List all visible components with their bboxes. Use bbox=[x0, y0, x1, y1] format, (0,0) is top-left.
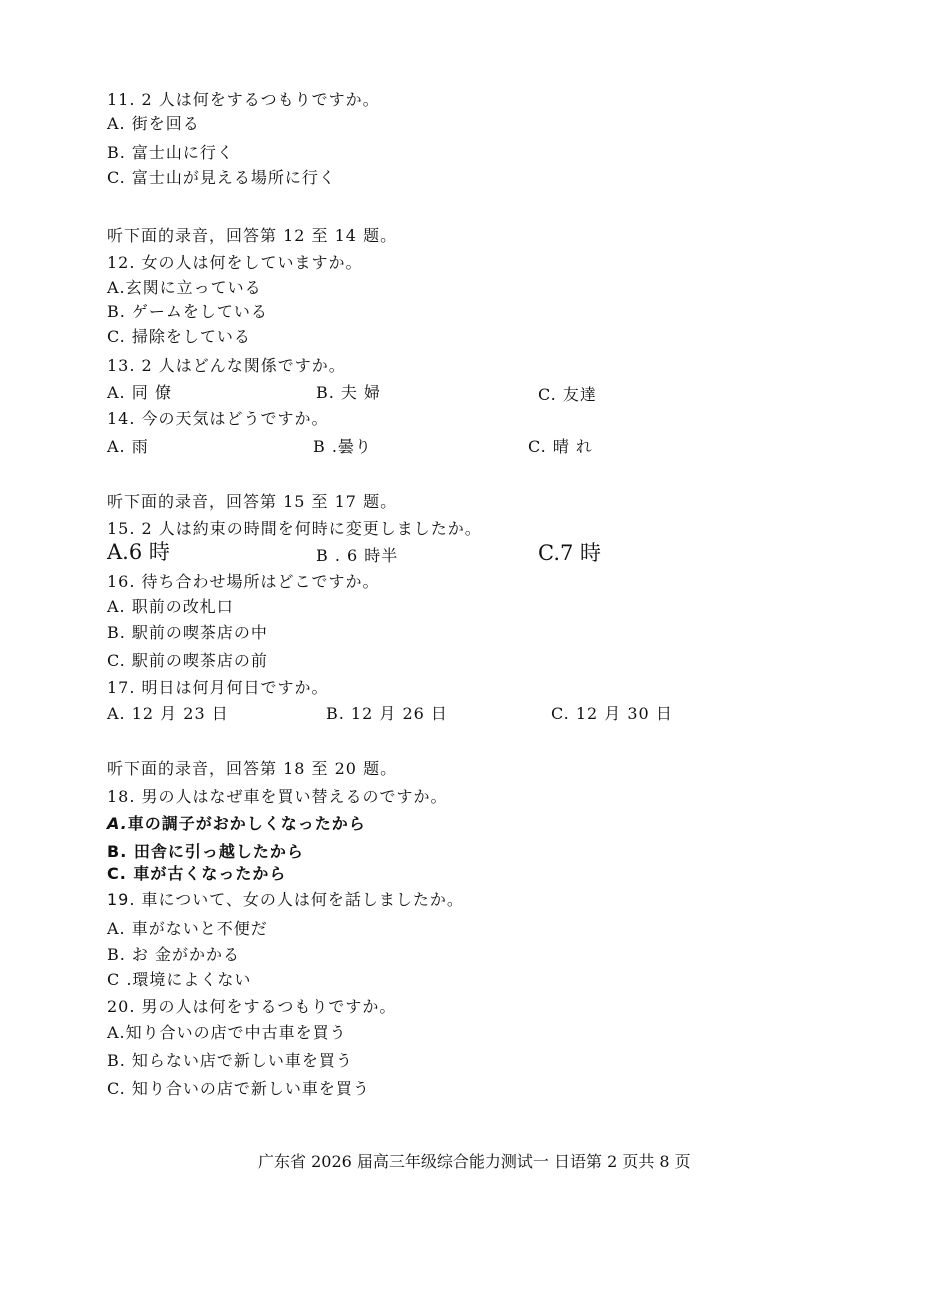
q15-option-b: B . 6 時半 bbox=[316, 546, 399, 565]
question-14: 14. 今の天気はどうですか。 bbox=[107, 409, 329, 428]
q17-option-a: A. 12 月 23 日 bbox=[107, 704, 229, 723]
q20-option-c: C. 知り合いの店で新しい車を買う bbox=[107, 1079, 370, 1098]
q12-option-a: A.玄関に立っている bbox=[107, 278, 262, 297]
q13-option-c: C. 友達 bbox=[538, 385, 597, 404]
page-footer: 广东省 2026 届高三年级综合能力测试一 日语第 2 页共 8 页 bbox=[258, 1152, 691, 1171]
section-header-18-20: 听下面的录音，回答第 18 至 20 题。 bbox=[107, 759, 398, 778]
q14-option-c: C. 晴 れ bbox=[528, 437, 593, 456]
q14-option-a: A. 雨 bbox=[107, 437, 149, 456]
q13-option-b: B. 夫 婦 bbox=[316, 383, 382, 402]
q17-option-b: B. 12 月 26 日 bbox=[326, 704, 448, 723]
q18-option-a-text: 車の調子がおかしくなったから bbox=[127, 814, 366, 833]
q20-option-b: B. 知らない店で新しい車を買う bbox=[107, 1051, 353, 1070]
section-header-15-17: 听下面的录音，回答第 15 至 17 题。 bbox=[107, 492, 398, 511]
q14-option-b: B .曇り bbox=[313, 437, 372, 456]
q16-option-c: C. 駅前の喫茶店の前 bbox=[107, 651, 268, 670]
q12-option-b: B. ゲームをしている bbox=[107, 302, 268, 321]
q16-option-a: A. 职前の改札口 bbox=[107, 597, 234, 616]
q19-option-b: B. お 金がかかる bbox=[107, 945, 241, 964]
q18-option-a-label: A. bbox=[107, 814, 128, 833]
section-header-12-14: 听下面的录音，回答第 12 至 14 题。 bbox=[107, 226, 398, 245]
question-18: 18. 男の人はなぜ車を買い替えるのですか。 bbox=[107, 787, 448, 806]
q18-option-c: C. 車が古くなったから bbox=[107, 864, 287, 883]
question-12: 12. 女の人は何をしていますか。 bbox=[107, 253, 363, 272]
q18-option-a bbox=[107, 814, 366, 834]
q19-option-a: A. 車がないと不便だ bbox=[107, 919, 268, 938]
question-16: 16. 待ち合わせ場所はどこですか。 bbox=[107, 572, 380, 591]
question-15: 15. 2 人は約束の時間を何時に変更しましたか。 bbox=[107, 519, 482, 538]
question-11: 11. 2 人は何をするつもりですか。 bbox=[107, 90, 380, 109]
q15-option-a: A.6 時 bbox=[107, 540, 170, 564]
q12-option-c: C. 掃除をしている bbox=[107, 327, 251, 346]
q11-option-a: A. 街を回る bbox=[107, 114, 200, 133]
question-13: 13. 2 人はどんな関係ですか。 bbox=[107, 356, 346, 375]
q11-option-b: B. 富士山に行く bbox=[107, 143, 234, 162]
q17-option-c: C. 12 月 30 日 bbox=[551, 704, 673, 723]
q20-option-a: A.知り合いの店で中古車を買う bbox=[107, 1023, 347, 1042]
q18-option-b: B. 田舎に引っ越したから bbox=[107, 842, 304, 861]
q19-option-c: C .環境によくない bbox=[107, 970, 252, 989]
q16-option-b: B. 駅前の喫茶店の中 bbox=[107, 623, 268, 642]
question-20: 20. 男の人は何をするつもりですか。 bbox=[107, 997, 397, 1016]
q15-option-c: C.7 時 bbox=[538, 541, 602, 565]
question-17: 17. 明日は何月何日ですか。 bbox=[107, 678, 329, 697]
q13-option-a: A. 同 僚 bbox=[107, 383, 172, 402]
question-19: 19. 車について、女の人は何を話しましたか。 bbox=[107, 890, 464, 909]
q11-option-c: C. 富士山が見える場所に行く bbox=[107, 168, 336, 187]
